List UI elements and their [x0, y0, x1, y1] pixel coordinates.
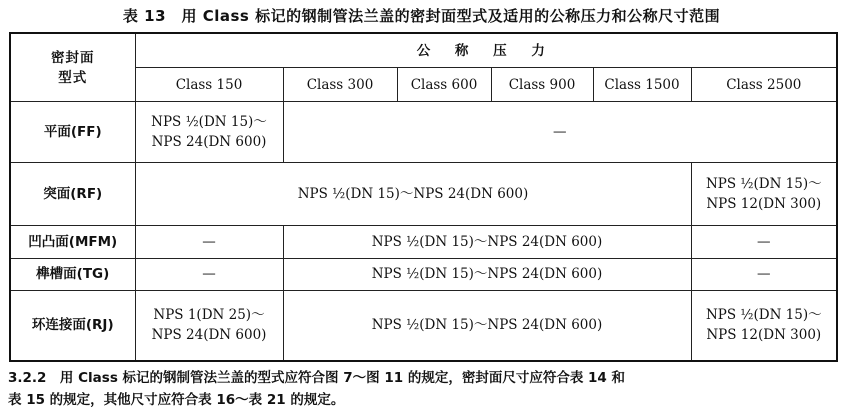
tg-class150-dash: — — [135, 258, 283, 290]
clause-3-2-2-paragraph — [8, 367, 836, 411]
table-row — [10, 258, 837, 290]
class-header-600: Class 600 — [397, 68, 491, 102]
ff-other-classes-dash: — — [283, 102, 837, 162]
rj-class150-range — [135, 290, 283, 361]
rf-class2500-range — [691, 162, 837, 225]
mfm-class150-dash: — — [135, 226, 283, 259]
header-face-type-line1: 密封面 — [51, 49, 95, 66]
table-row — [10, 102, 837, 162]
row-label-ff: 平面(FF) — [10, 102, 135, 162]
rf-class2500-range-line1: NPS ½(DN 15)～ — [705, 175, 822, 192]
paragraph-line-2: 表 15 的规定，其他尺寸应符合表 16～表 21 的规定。 — [8, 392, 345, 408]
mfm-class2500-dash: — — [691, 226, 837, 259]
row-label-mfm: 凹凸面(MFM) — [10, 226, 135, 259]
rj-class150-range-line2: NPS 24(DN 600) — [151, 327, 267, 344]
header-nominal-pressure: 公 称 压 力 — [135, 33, 837, 68]
table-row — [10, 226, 837, 259]
rj-class2500-range — [691, 290, 837, 361]
rj-class300-1500-range: NPS ½(DN 15)～NPS 24(DN 600) — [283, 290, 691, 361]
rf-class2500-range-line2: NPS 12(DN 300) — [706, 195, 822, 212]
class-header-300: Class 300 — [283, 68, 397, 102]
ff-class150-range-line2: NPS 24(DN 600) — [151, 133, 267, 150]
rj-class2500-range-line1: NPS ½(DN 15)～ — [705, 307, 822, 324]
class-header-2500: Class 2500 — [691, 68, 837, 102]
class-header-1500: Class 1500 — [593, 68, 691, 102]
row-label-rf: 突面(RF) — [10, 162, 135, 225]
rf-class150-1500-range: NPS ½(DN 15)～NPS 24(DN 600) — [135, 162, 691, 225]
header-face-type-line2: 型式 — [58, 69, 88, 86]
tg-class300-1500-range: NPS ½(DN 15)～NPS 24(DN 600) — [283, 258, 691, 290]
mfm-class300-1500-range: NPS ½(DN 15)～NPS 24(DN 600) — [283, 226, 691, 259]
paragraph-line-1: 3.2.2 用 Class 标记的钢制管法兰盖的型式应符合图 7～图 11 的规定，密封面尺寸应符合表 14 和 — [8, 370, 626, 386]
header-face-type — [10, 33, 135, 102]
rj-class150-range-line1: NPS 1(DN 25)～ — [153, 307, 265, 324]
table-title: 表 13 用 Class 标记的钢制管法兰盖的密封面型式及适用的公称压力和公称尺寸范围 — [122, 7, 721, 25]
sealing-face-table — [9, 32, 838, 362]
ff-class150-range-line1: NPS ½(DN 15)～ — [151, 113, 267, 130]
ff-class150-range — [135, 102, 283, 162]
tg-class2500-dash: — — [691, 258, 837, 290]
class-header-900: Class 900 — [491, 68, 593, 102]
row-label-tg: 榫槽面(TG) — [10, 258, 135, 290]
table-row — [10, 162, 837, 225]
rj-class2500-range-line2: NPS 12(DN 300) — [706, 327, 822, 344]
class-header-150: Class 150 — [135, 68, 283, 102]
row-label-rj: 环连接面(RJ) — [10, 290, 135, 361]
table-row — [10, 290, 837, 361]
